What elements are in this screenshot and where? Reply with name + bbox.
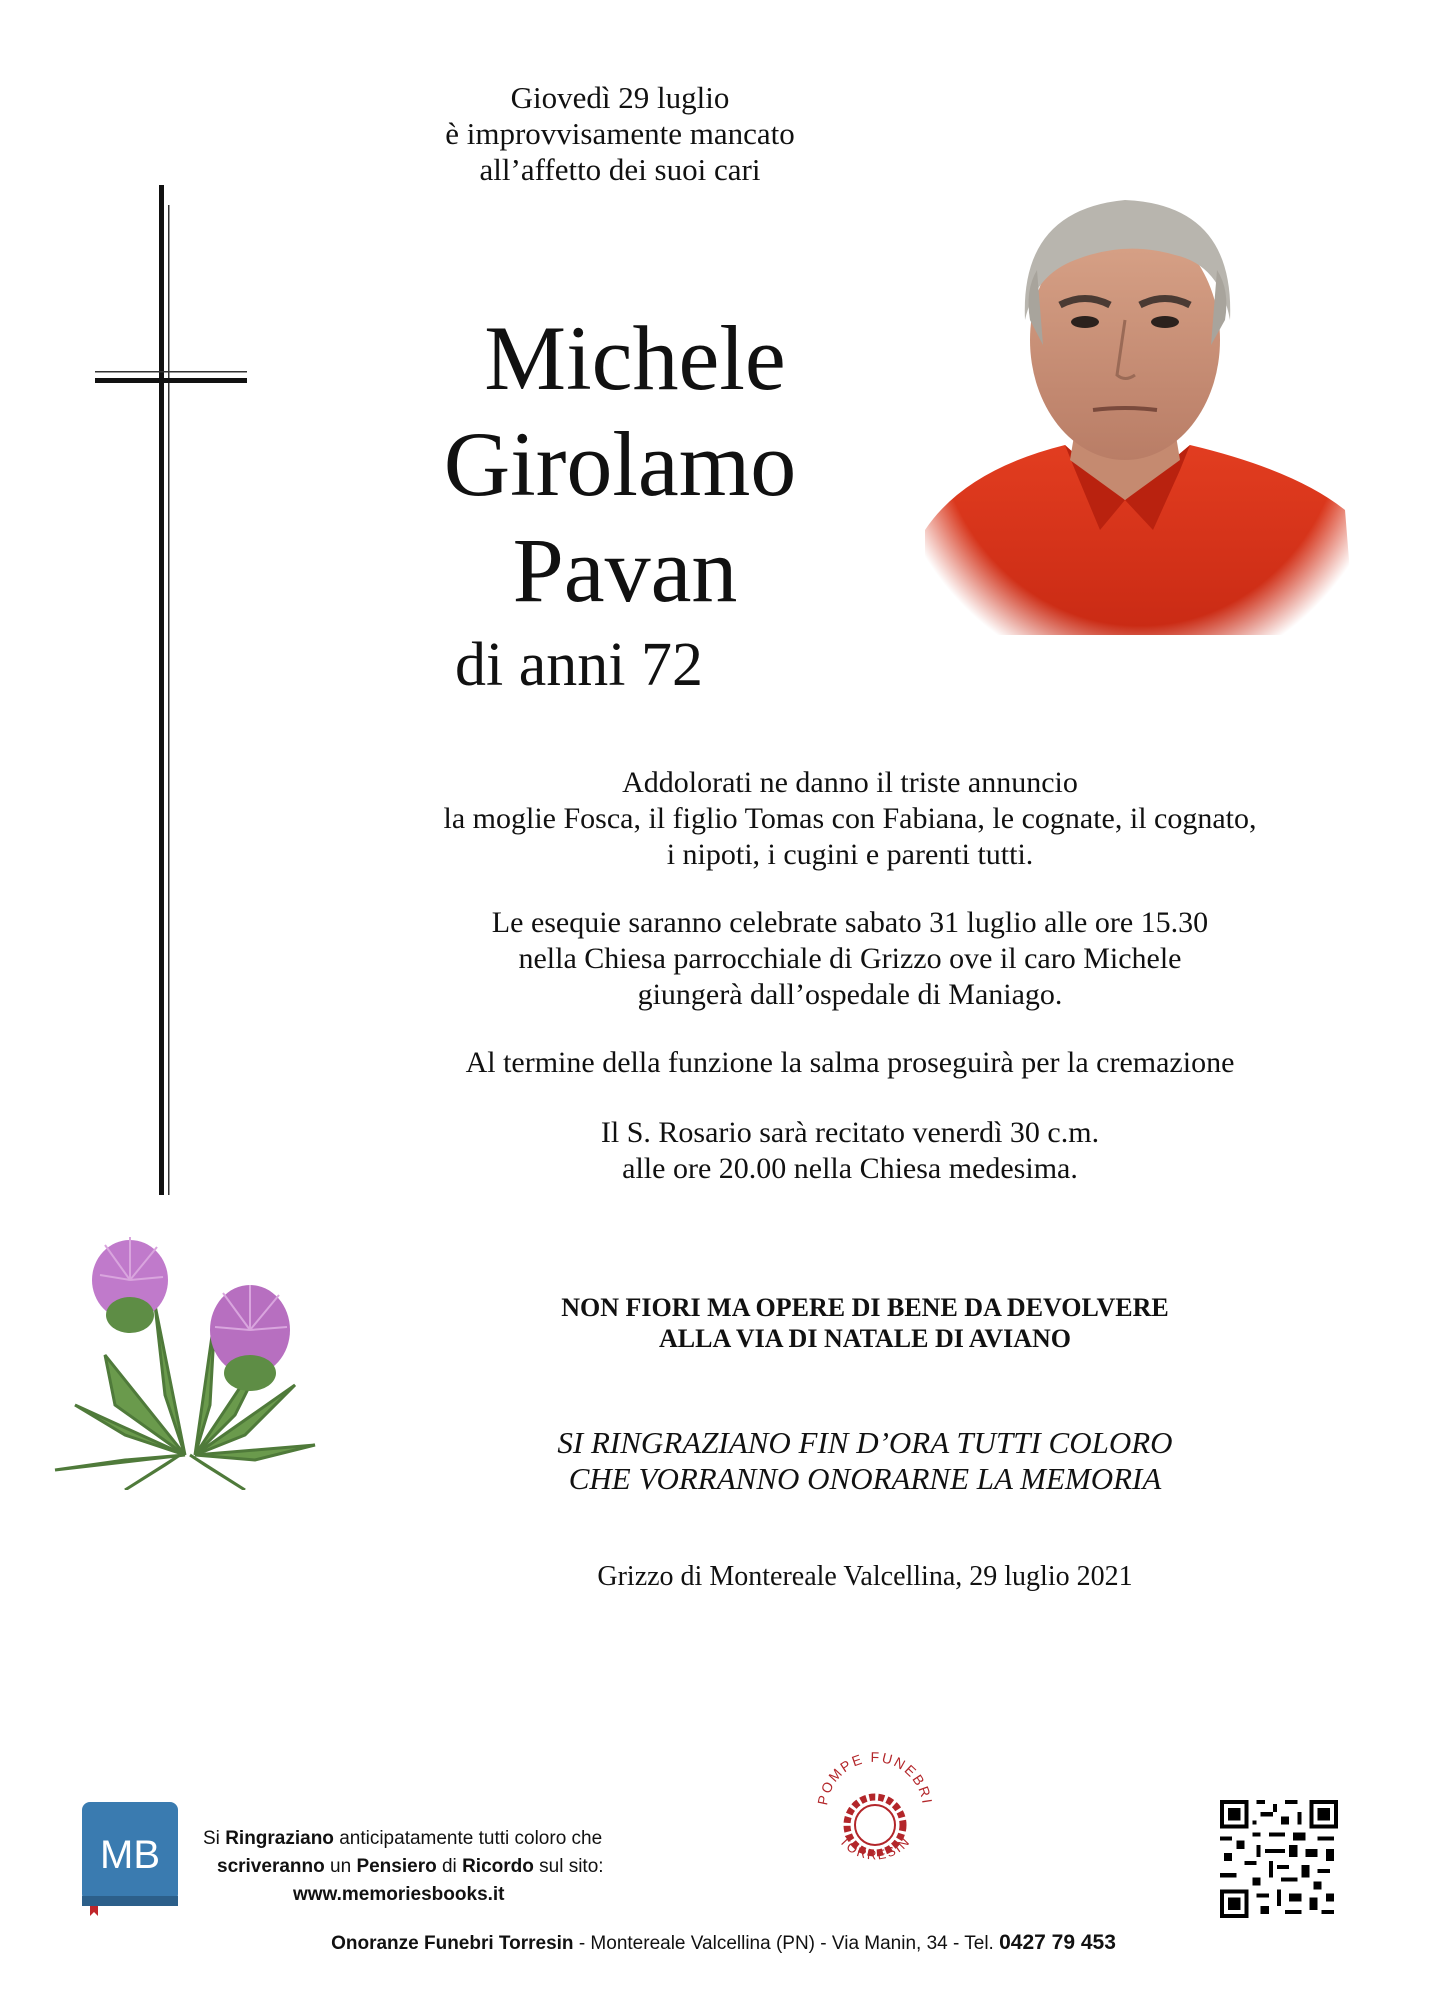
no-flowers-line: NON FIORI MA OPERE DI BENE DA DEVOLVERE xyxy=(561,1293,1169,1322)
svg-text:TORRESIN xyxy=(837,1833,914,1862)
pompe-logo-top-text: POMPE FUNEBRI xyxy=(814,1748,936,1807)
memoriesbooks-logo-icon xyxy=(80,1800,180,1918)
rosary-text xyxy=(380,1115,1320,1187)
qr-code-icon[interactable] xyxy=(1220,1800,1338,1918)
thanks-notice xyxy=(430,1425,1300,1497)
footer-address: - Montereale Valcellina (PN) - Via Manin, 34 - Tel. xyxy=(573,1933,1000,1954)
mb-text-part: Si xyxy=(203,1828,226,1849)
deceased-name xyxy=(400,305,840,623)
memoriesbooks-text xyxy=(203,1825,623,1909)
funeral-line: Le esequie saranno celebrate sabato 31 luglio alle ore 15.30 xyxy=(491,906,1209,939)
pompe-funebri-logo-icon xyxy=(805,1735,945,1875)
memoriesbooks-line-1 xyxy=(203,1825,623,1853)
intro-text xyxy=(380,80,860,188)
mb-logo-text: MB xyxy=(100,1833,160,1877)
mb-text-bold: Ricordo xyxy=(462,1856,534,1877)
intro-line: Giovedì 29 luglio xyxy=(510,80,730,115)
portrait-photo xyxy=(925,170,1355,635)
age-text: di anni 72 xyxy=(455,631,703,699)
mb-text-part: di xyxy=(436,1856,463,1877)
no-flowers-line: ALLA VIA DI NATALE DI AVIANO xyxy=(658,1324,1071,1353)
mb-text-bold: scriveranno xyxy=(217,1856,325,1877)
funeral-line: giungerà dall’ospedale di Maniago. xyxy=(637,978,1063,1011)
mb-text-part: sul sito: xyxy=(533,1856,604,1877)
rosary-line: Il S. Rosario sarà recitato venerdì 30 c.m. xyxy=(600,1116,1100,1149)
footer-phone[interactable]: 0427 79 453 xyxy=(999,1931,1116,1954)
rosary-line: alle ore 20.00 nella Chiesa medesima. xyxy=(622,1152,1078,1185)
first-name: Michele xyxy=(484,307,786,409)
cremation-text: Al termine della funzione la salma proseguirà per la cremazione xyxy=(465,1046,1235,1079)
intro-line: all’affetto dei suoi cari xyxy=(479,152,761,187)
mb-text-part: anticipatamente tutti coloro che xyxy=(333,1828,603,1849)
thanks-line: CHE VORRANNO ONORARNE LA MEMORIA xyxy=(568,1461,1162,1496)
funeral-line: nella Chiesa parrocchiale di Grizzo ove il caro Michele xyxy=(518,942,1182,975)
pompe-logo-bottom-text: TORRESIN xyxy=(836,1833,914,1863)
announcement-line: Addolorati ne danno il triste annuncio xyxy=(622,766,1078,799)
announcement-line: i nipoti, i cugini e parenti tutti. xyxy=(666,838,1034,871)
footer-contact xyxy=(0,1930,1447,1957)
announcement-line: la moglie Fosca, il figlio Tomas con Fabiana, le cognate, il cognato, xyxy=(443,802,1257,835)
mb-text-bold: Ringraziano xyxy=(225,1828,334,1849)
thanks-line: SI RINGRAZIANO FIN D’ORA TUTTI COLORO xyxy=(557,1425,1173,1460)
intro-line: è improvvisamente mancato xyxy=(445,116,795,151)
mb-text-part: un xyxy=(324,1856,357,1877)
middle-name: Girolamo xyxy=(443,413,797,515)
footer-company: Onoranze Funebri Torresin xyxy=(331,1933,574,1954)
place-date: Grizzo di Montereale Valcellina, 29 luglio 2021 xyxy=(597,1561,1133,1592)
no-flowers-notice xyxy=(430,1292,1300,1354)
funeral-text xyxy=(380,905,1320,1013)
memoriesbooks-line-2 xyxy=(203,1853,623,1881)
mb-text-bold: Pensiero xyxy=(356,1856,437,1877)
last-name: Pavan xyxy=(512,519,738,621)
cross-icon xyxy=(90,185,260,1195)
announcement-text xyxy=(380,765,1320,873)
memoriesbooks-url-link[interactable]: www.memoriesbooks.it xyxy=(293,1884,505,1905)
thistle-flower-icon xyxy=(45,1205,325,1490)
